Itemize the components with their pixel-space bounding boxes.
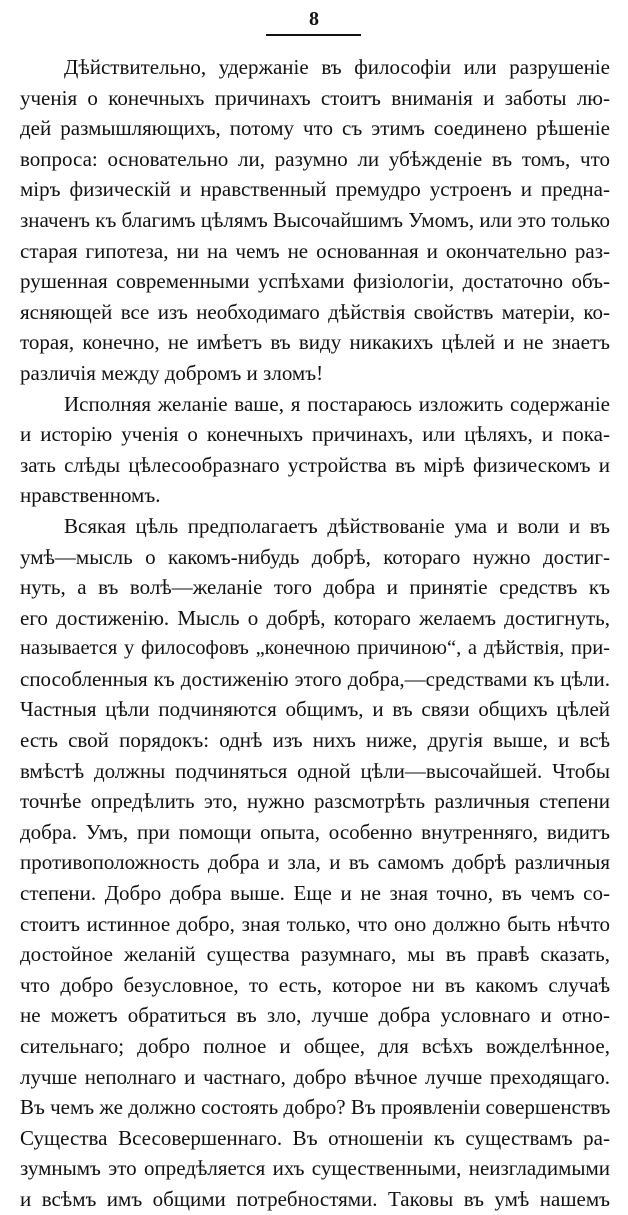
text-line: Въ чемъ же должно состоять добро? Въ проявленіи совершенствъ xyxy=(20,1095,610,1120)
text-line: значенъ къ благимъ цѣлямъ Высочайшимъ Умомъ, или это только xyxy=(20,207,610,232)
text-line: и всѣмъ имъ общими потребностями. Таковы въ умѣ нашемъ xyxy=(20,1186,610,1211)
text-line: вмѣстѣ должны подчиняться одной цѣли—высочайшей. Чтобы xyxy=(20,758,610,783)
text-line: Частныя цѣли подчиняются общимъ, и въ связи общихъ цѣлей xyxy=(20,697,610,722)
header-rule xyxy=(266,34,361,36)
text-line: способленныя къ достиженію этого добра,—средствами къ цѣли. xyxy=(20,666,610,691)
text-line: Существа Всесовершеннаго. Въ отношеніи къ существамъ ра- xyxy=(20,1125,610,1150)
text-line: торая, конечно, не имѣетъ въ виду никакихъ цѣлей и не знаетъ xyxy=(20,330,610,355)
page-number: 8 xyxy=(309,8,319,30)
text-line: ясняющей все изъ необходимаго дѣйствія свойствъ матеріи, ко- xyxy=(20,299,610,324)
text-line: умѣ—мысль о какомъ-нибудь добрѣ, котораго нужно достиг- xyxy=(20,544,610,569)
text-line: есть свой порядокъ: однѣ изъ нихъ ниже, другія выше, и всѣ xyxy=(20,728,610,753)
text-line: Дѣйствительно, удержаніе въ философіи или разрушеніе xyxy=(64,55,610,79)
text-line: стоитъ истинное добро, зная только, что оно должно быть нѣчто xyxy=(20,911,610,936)
text-line: достойное желаній существа разумнаго, мы въ правѣ сказать, xyxy=(20,942,610,967)
text-line: нуть, а въ волѣ—желаніе того добра и принятіе средствъ къ xyxy=(20,575,610,600)
text-line: противоположность добра и зла, и въ самомъ добрѣ различныя xyxy=(20,850,610,875)
text-line: его достиженію. Мысль о добрѣ, котораго желаемъ достигнуть, xyxy=(20,605,610,630)
text-line: вопроса: основательно ли, разумно ли убѣжденіе въ томъ, что xyxy=(20,146,610,171)
text-line: зумнымъ это опредѣляется ихъ существенными, неизгладимыми xyxy=(20,1156,610,1181)
text-line: называется у философовъ „конечною причиною“, а дѣйствія, при- xyxy=(20,637,610,660)
text-line: добра. Умъ, при помощи опыта, особенно внутренняго, видитъ xyxy=(20,819,610,844)
text-line: и исторію ученія о конечныхъ причинахъ, или цѣляхъ, и пока- xyxy=(20,422,610,447)
text-line: степени. Добро добра выше. Еще и не зная точно, въ чемъ со- xyxy=(20,881,610,906)
text-line: дей размышляющихъ, потому что съ этимъ соединено рѣшеніе xyxy=(20,116,610,141)
page-header xyxy=(0,6,628,32)
text-line: нравственномъ. xyxy=(20,483,161,508)
text-line: ученія о конечныхъ причинахъ стоитъ вниманія и заботы лю- xyxy=(20,85,610,110)
text-line: не можетъ обратиться въ зло, лучше добра условнаго и отно- xyxy=(20,1003,610,1028)
text-line: лучше неполнаго и частнаго, добро вѣчное лучше преходящаго. xyxy=(20,1064,610,1089)
text-line: старая гипотеза, ни на чемъ не основанная и окончательно раз- xyxy=(20,238,610,263)
text-line: сительнаго; добро полное и общее, для всѣхъ вожделѣнное, xyxy=(20,1034,610,1058)
text-line: рушенная современными успѣхами физіологіи, достаточно объ- xyxy=(20,269,610,294)
text-line: различія между добромъ и зломъ! xyxy=(20,360,324,385)
text-line: зать слѣды цѣлесообразнаго устройства въ мірѣ физическомъ и xyxy=(20,452,610,477)
text-line: что добро безусловное, то есть, которое ни въ какомъ случаѣ xyxy=(20,972,610,997)
text-line: точнѣе опредѣлить это, нужно разсмотрѣть различныя степени xyxy=(20,789,610,814)
text-line: міръ физическій и нравственный премудро устроенъ и предна- xyxy=(20,177,610,202)
text-body xyxy=(20,52,610,1215)
text-line: Всякая цѣль предполагаетъ дѣйствованіе ума и воли и въ xyxy=(64,513,610,538)
text-line: Исполняя желаніе ваше, я постараюсь изложить содержаніе xyxy=(64,391,610,416)
